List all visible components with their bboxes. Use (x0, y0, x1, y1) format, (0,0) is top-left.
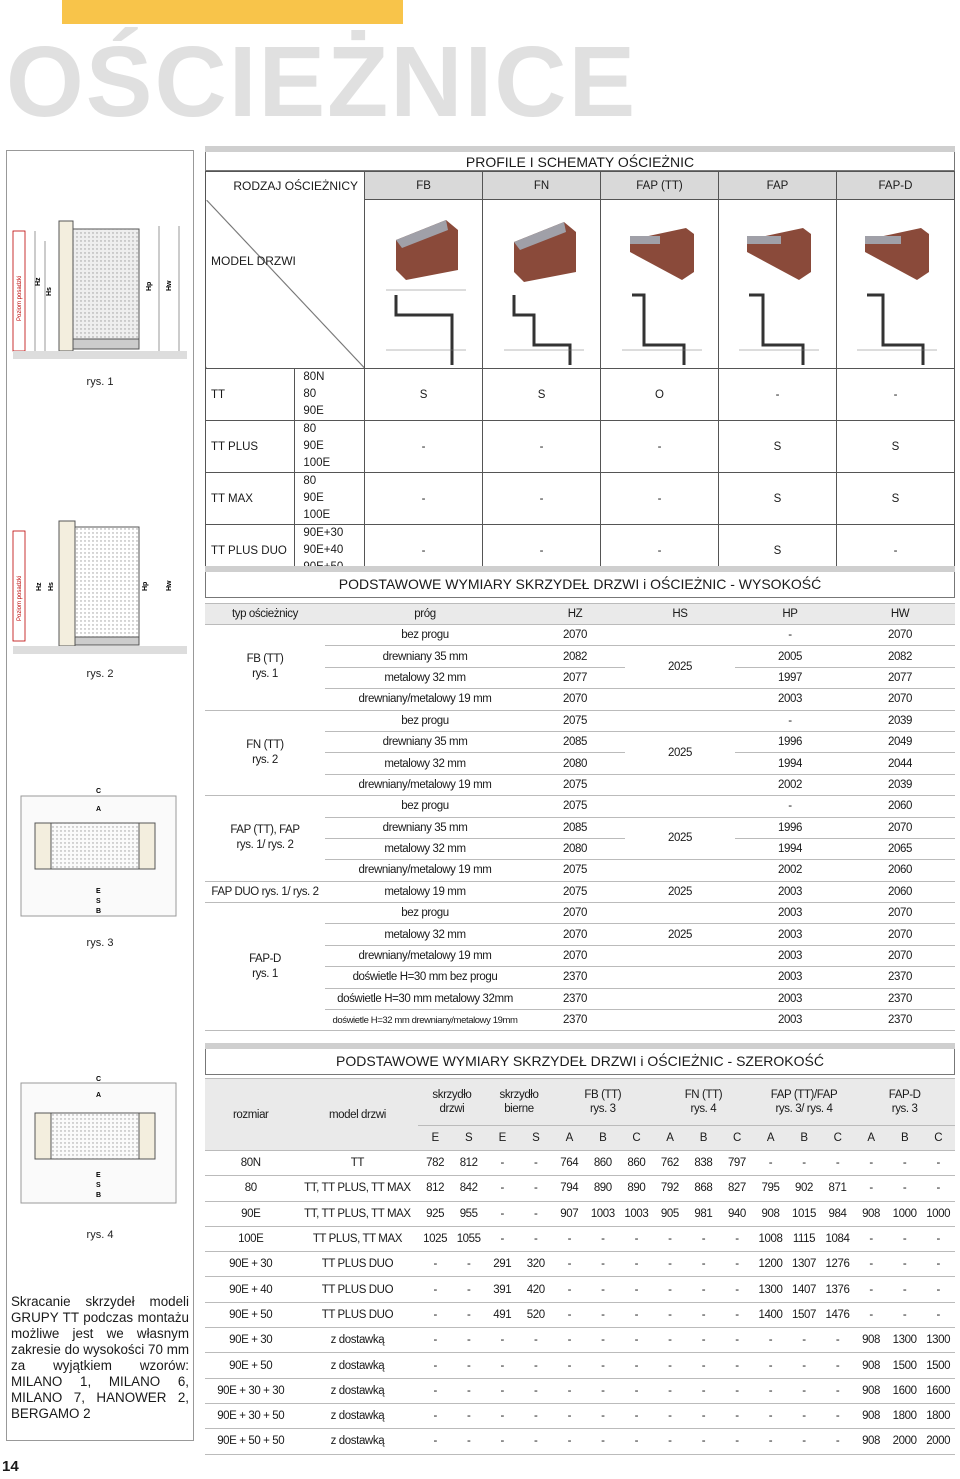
svg-text:Hs: Hs (48, 582, 55, 591)
width-row: 90E + 50 z dostawką - - - - - - - - - - - - - 908 1500 1500 (205, 1353, 955, 1378)
profiles-row-tt-max: TT MAX 80 90E 100E - - - S S (206, 473, 955, 525)
svg-text:B: B (96, 908, 102, 915)
width-row: 90E + 40 TT PLUS DUO - - 391 420 - - - - - - 1300 1407 1376 - - - (205, 1277, 955, 1302)
svg-text:Poziom posadzki: Poziom posadzki (17, 575, 23, 621)
profiles-row-tt-plus-duo: TT PLUS DUO 90E+30 90E+40 - - - S - (206, 525, 955, 577)
profile-fap-d-drawing (836, 200, 954, 369)
svg-text:C: C (96, 1076, 102, 1083)
height-row: doświetle H=30 mm bez progu 2370 2003 2370 (205, 967, 955, 988)
width-header-row: rozmiar model drzwi skrzydło drzwi skrzydło bierne FB (TT) rys. 3 FN (TT) rys. 4 FAP (TT)/FAP rys. 3/ rys. 4 FAP-D rys. 3 (205, 1079, 955, 1126)
accent-bar (62, 0, 403, 24)
col-fap: FAP (719, 172, 837, 200)
svg-text:Hw: Hw (166, 580, 173, 591)
svg-text:Poziom posadzki: Poziom posadzki (17, 275, 23, 321)
svg-text:E: E (96, 888, 101, 895)
figure-label-rys-2: rys. 2 (86, 668, 114, 680)
height-row: drewniany/metalowy 19 mm 2070 2003 2070 (205, 689, 955, 710)
figure-rys-4-drawing (11, 1073, 189, 1208)
profile-fn-drawing (483, 200, 601, 369)
figure-label-rys-4: rys. 4 (86, 1229, 114, 1241)
figure-rys-1-drawing (11, 171, 189, 371)
width-row: 90E + 50 TT PLUS DUO - - 491 520 - - - - - - 1400 1507 1476 - - - (205, 1302, 955, 1327)
svg-text:E: E (96, 1172, 101, 1179)
height-section-title: PODSTAWOWE WYMIARY SKRZYDEŁ DRZWI i OŚCIEŻNIC - WYSOKOŚĆ (205, 566, 955, 598)
profile-fap-drawing (719, 200, 837, 369)
corner-label-top: RODZAJ OŚCIEŻNICY (206, 172, 365, 200)
height-row: metalowy 32 mm 2070 2025 2003 2070 (205, 924, 955, 945)
svg-text:B: B (96, 1192, 102, 1199)
figure-label-rys-1: rys. 1 (86, 376, 114, 388)
height-row-fapduo: FAP DUO rys. 1/ rys. 2 metalowy 19 mm 2075 2025 2003 2060 (205, 881, 955, 902)
profiles-row-tt-plus: TT PLUS 80 90E 100E - - - S S (206, 421, 955, 473)
width-row: 90E TT, TT PLUS, TT MAX 925 955 - - 907 1003 1003 905 981 940 908 1015 984 908 1000 1000 (205, 1201, 955, 1226)
height-row: doświetle H=32 mm drewniany/metalowy 19mm 2370 2003 2370 (205, 1010, 955, 1031)
figure-rys-2-drawing (11, 491, 189, 661)
width-row: 80 TT, TT PLUS, TT MAX 812 842 - - 794 890 890 792 868 827 795 902 871 - - - (205, 1176, 955, 1201)
height-table (205, 603, 955, 1031)
width-row: 90E + 30 TT PLUS DUO - - 291 320 - - - - - - 1200 1307 1276 - - - (205, 1252, 955, 1277)
profile-fap-tt-drawing (601, 200, 719, 369)
figure-label-rys-3: rys. 3 (86, 937, 114, 949)
sidebar-note: Skracanie skrzydeł modeli GRUPY TT podczas montażu możliwe jest we własnym zakresie do wysokości 70 mm za wyjątkiem wzorów: MILANO 1, MILANO 6, MILANO 7, HANOWER 2, BERGAMO 2 (11, 1294, 189, 1421)
svg-text:Hz: Hz (36, 582, 43, 591)
svg-text:Hw: Hw (166, 280, 173, 291)
width-section-title: PODSTAWOWE WYMIARY SKRZYDEŁ DRZWI i OŚCIEŻNIC - SZEROKOŚĆ (205, 1043, 955, 1075)
svg-text:A: A (96, 1092, 102, 1099)
svg-text:A: A (96, 806, 102, 813)
width-row: 80N TT 782 812 - - 764 860 860 762 838 797 - - - - - - (205, 1151, 955, 1176)
height-row: FB (TT) rys. 1 bez progu 2070 - 2070 (205, 625, 955, 646)
height-row: drewniany/metalowy 19 mm 2075 2002 2039 (205, 774, 955, 795)
width-row: 90E + 30 + 30 z dostawką - - - - - - - - - - - - - 908 1600 1600 (205, 1378, 955, 1403)
height-row: FAP (TT), FAP rys. 1/ rys. 2 bez progu 2075 - 2060 (205, 796, 955, 817)
col-fn: FN (483, 172, 601, 200)
svg-text:S: S (96, 898, 101, 905)
corner-label-bottom: MODEL DRZWI (206, 200, 365, 369)
height-row: doświetle H=30 mm metalowy 32mm 2370 2003 2370 (205, 988, 955, 1009)
svg-text:Hs: Hs (46, 287, 53, 296)
height-row: drewniany/metalowy 19 mm 2070 2003 2070 (205, 945, 955, 966)
height-row: drewniany 35 mm 2085 2025 1996 2070 (205, 817, 955, 838)
svg-text:Hp: Hp (146, 281, 153, 291)
svg-text:S: S (96, 1182, 101, 1189)
page-number: 14 (2, 1458, 19, 1475)
figure-rys-3-drawing (11, 781, 189, 931)
col-fap-tt: FAP (TT) (601, 172, 719, 200)
sidebar-figures (6, 150, 194, 1441)
profile-fb-drawing (365, 200, 483, 369)
height-row: metalowy 32 mm 2077 1997 2077 (205, 667, 955, 688)
width-table (205, 1078, 955, 1455)
width-subheader-row: E S E S A B C A B C A B C A B C (205, 1126, 955, 1151)
height-row: metalowy 32 mm 2080 1994 2044 (205, 753, 955, 774)
col-fb: FB (365, 172, 483, 200)
height-row: FN (TT) rys. 2 bez progu 2075 - 2039 (205, 710, 955, 731)
height-row: drewniany 35 mm 2082 2025 2005 2082 (205, 646, 955, 667)
height-row: FAP-D rys. 1 bez progu 2070 2003 2070 (205, 903, 955, 924)
col-fap-d: FAP-D (836, 172, 954, 200)
width-row: 100E TT PLUS, TT MAX 1025 1055 - - - - - - - - 1008 1115 1084 - - - (205, 1226, 955, 1251)
profiles-section-title: PROFILE I SCHEMATY OŚCIEŻNIC (205, 146, 955, 171)
width-row: 90E + 30 z dostawką - - - - - - - - - - - - - 908 1300 1300 (205, 1328, 955, 1353)
height-row: drewniany/metalowy 19 mm 2075 2002 2060 (205, 860, 955, 881)
height-row: metalowy 32 mm 2080 1994 2065 (205, 838, 955, 859)
profiles-row-tt: TT 80N 80 90E S S O - - (206, 369, 955, 421)
height-header-row: typ ościeżnicy próg HZ HS HP HW (205, 604, 955, 625)
height-row: drewniany 35 mm 2085 2025 1996 2049 (205, 731, 955, 752)
svg-text:C: C (96, 788, 102, 795)
width-row: 90E + 50 + 50 z dostawką - - - - - - - - - - - - - 908 2000 2000 (205, 1429, 955, 1454)
profiles-table (205, 171, 955, 577)
svg-text:Hp: Hp (142, 581, 149, 591)
page-title: OŚCIEŻNICE (6, 26, 638, 138)
svg-text:Hz: Hz (35, 277, 42, 286)
width-row: 90E + 30 + 50 z dostawką - - - - - - - - - - - - - 908 1800 1800 (205, 1403, 955, 1428)
